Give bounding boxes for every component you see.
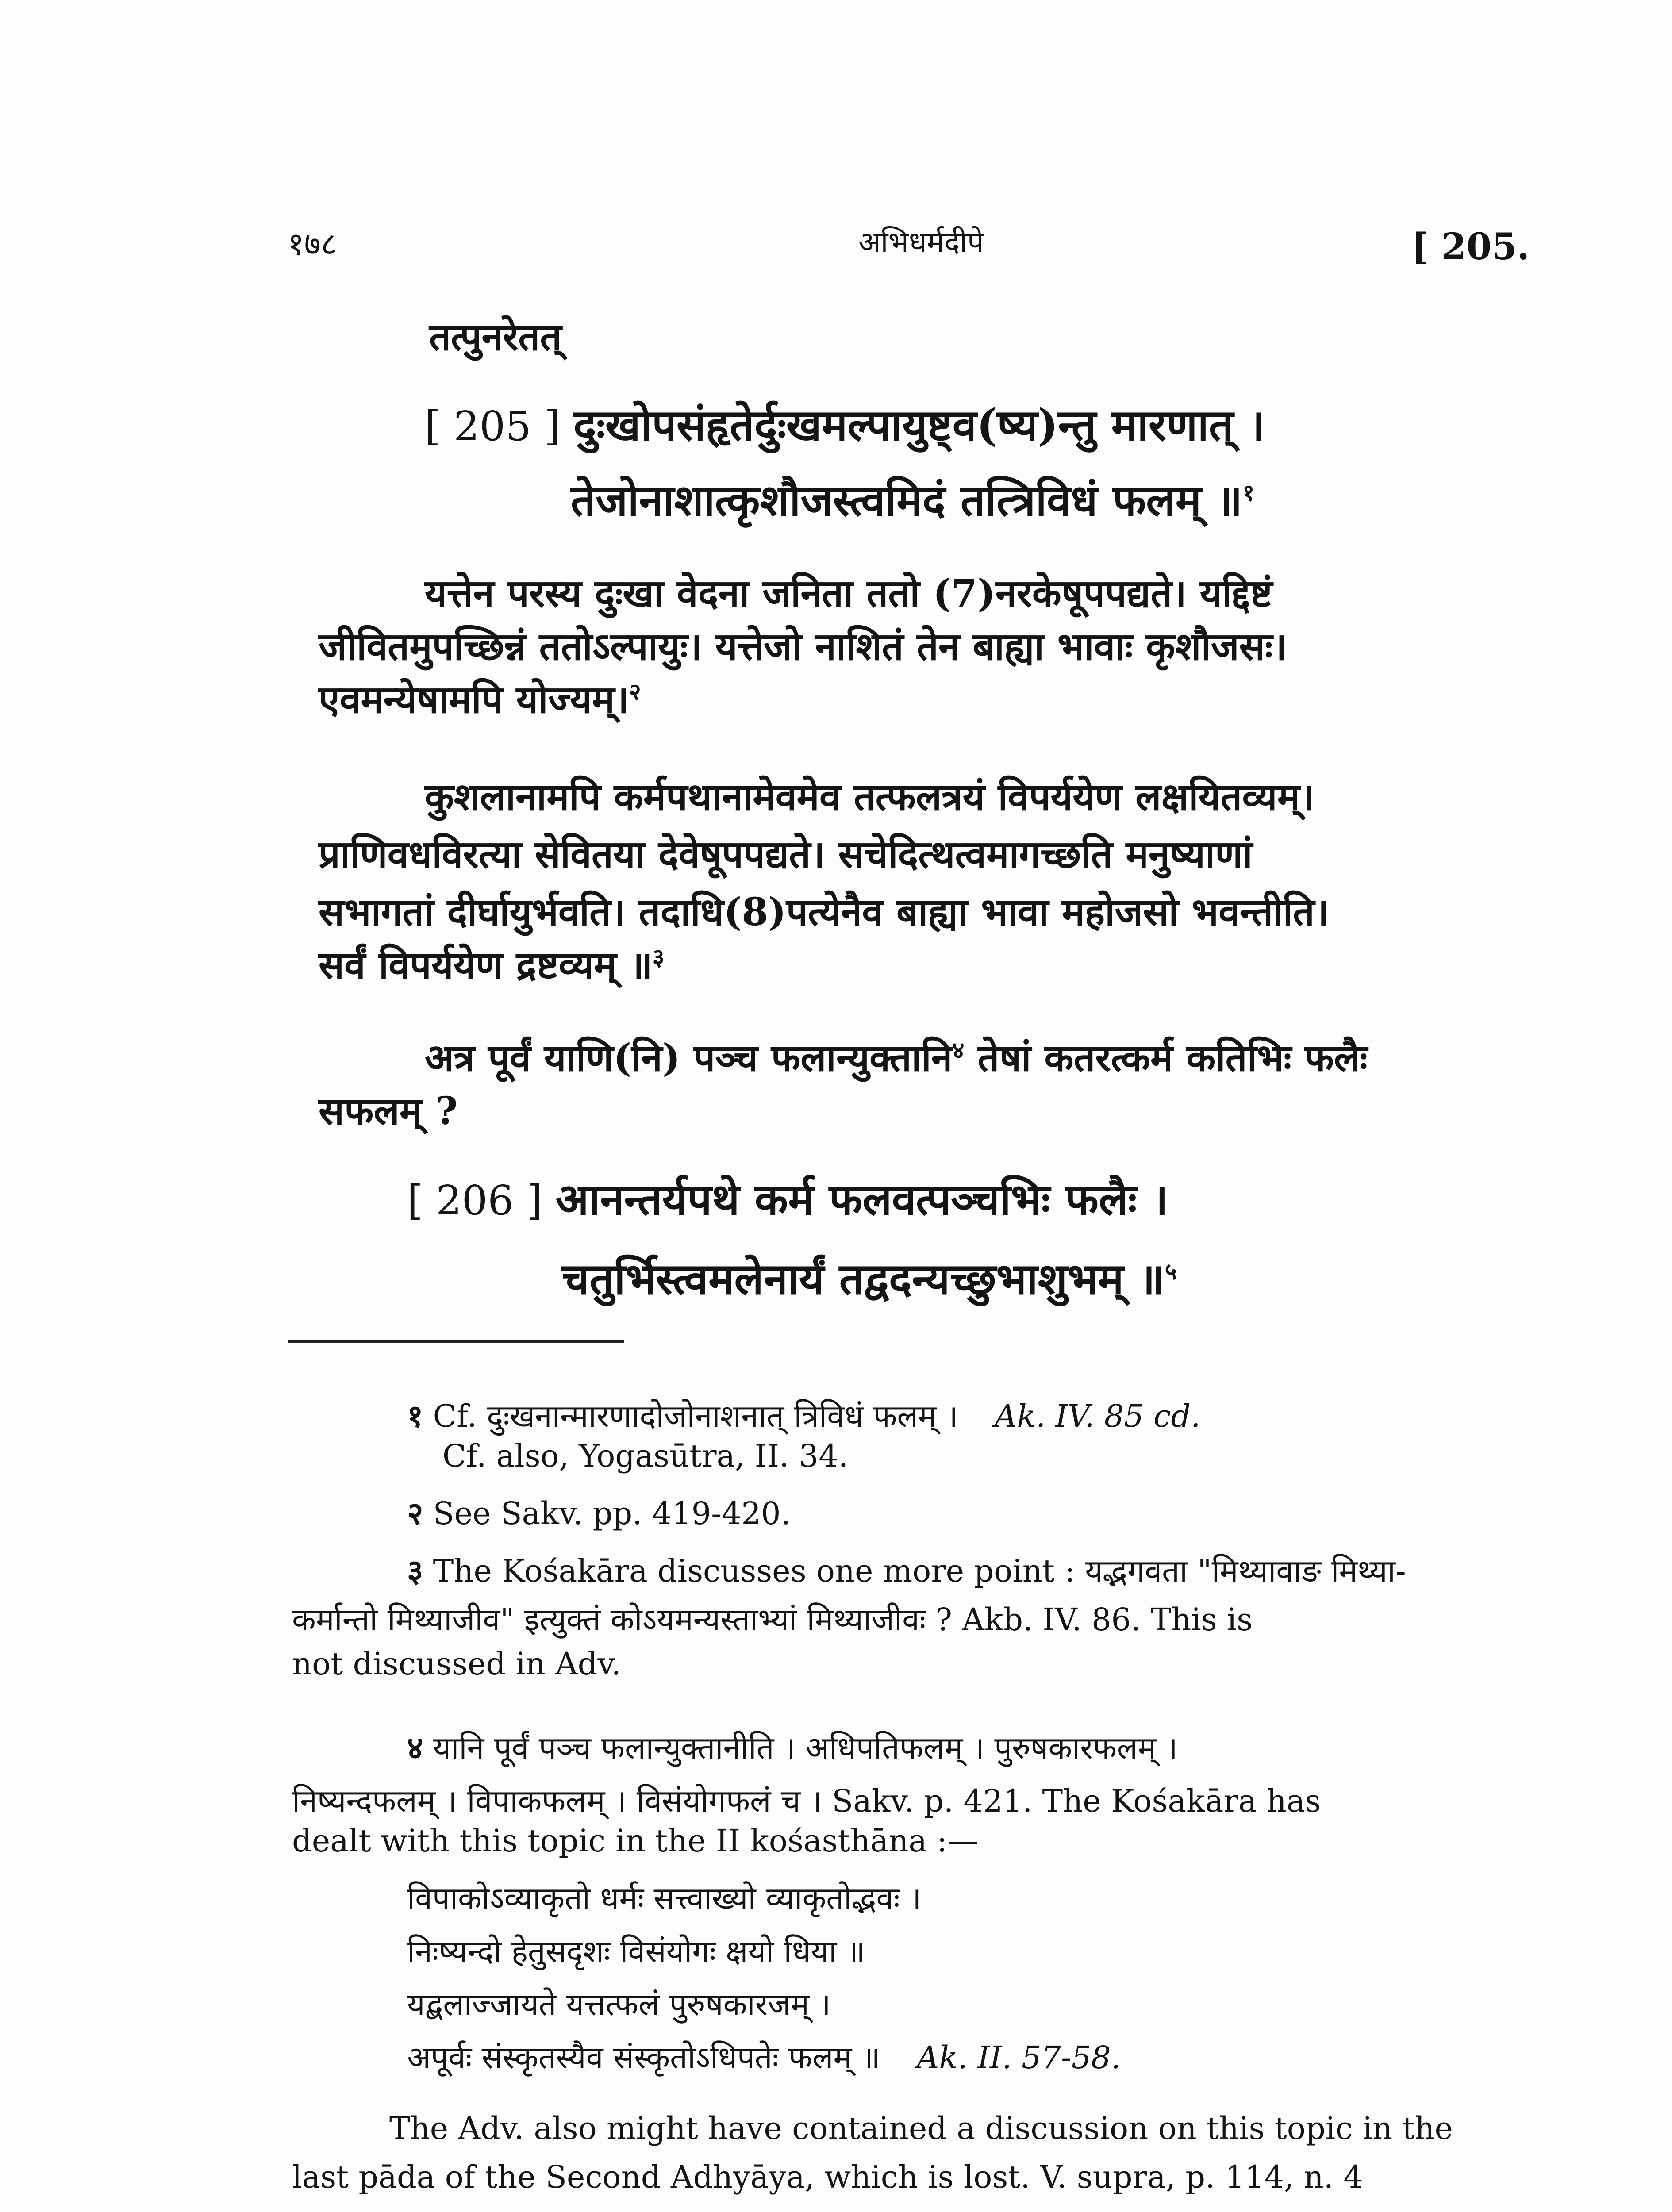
- footnote-4-verse-ref: Ak. II. 57-58.: [916, 2039, 1121, 2076]
- footnote-4-line-1: [407, 1725, 1178, 1768]
- para1-line-2: जीवितमुपच्छिन्नं ततोऽल्पायुः। यत्तेजो नाशितं तेन बाह्या भावाः कृशौजसः।: [319, 624, 1287, 669]
- footnote-4-verse-3: यद्बलाज्जायते यत्तत्फलं पुरुषकारजम् ।: [407, 1986, 831, 2023]
- verse-reference: [ 205.: [1411, 226, 1530, 268]
- running-title: अभिधर्मदीपे: [858, 225, 984, 259]
- footnote-1-line-1: [407, 1394, 1200, 1436]
- footnote-3-mark: ३: [407, 1552, 423, 1589]
- footnote-marker-2: २: [629, 678, 641, 706]
- verse-206-text-2: चतुर्भिस्त्वमलेनार्यं तद्वदन्यच्छुभाशुभम् ॥: [562, 1254, 1165, 1305]
- footnote-1-ref: Ak. IV. 85 cd.: [994, 1398, 1201, 1434]
- footnote-1-line-2: Cf. also, Yogasūtra, II. 34.: [442, 1438, 848, 1474]
- footnote-3-text-1: The Kośakāra discusses one more point : यद्भगवता "मिथ्यावाङ मिथ्या-: [433, 1553, 1406, 1589]
- verse-206-line-1: [407, 1168, 1168, 1227]
- footnote-3-line-1: [407, 1548, 1406, 1591]
- verse-205-text-2: तेजोनाशात्कृशौजस्त्वमिदं तत्त्रिविधं फलम् ॥: [571, 475, 1243, 526]
- para3-line-1: [425, 1031, 1368, 1083]
- intro-line: तत्पुनरेतत्: [429, 315, 562, 359]
- footnote-marker-4: ४: [952, 1037, 965, 1064]
- para2-line-4: [319, 938, 665, 990]
- footnote-rule: [288, 1340, 624, 1343]
- footnote-3-line-3: not discussed in Adv.: [292, 1646, 621, 1682]
- footnote-1-text: Cf. दुःखनान्मारणादोजोनाशनात् त्रिविधं फलम् ।: [433, 1398, 958, 1434]
- footnote-4-line-4: The Adv. also might have contained a discussion on this topic in the: [389, 2110, 1453, 2147]
- para3-text-1b: तेषां कतरत्कर्म कतिभिः फलैः: [977, 1036, 1368, 1080]
- para2-text-4: सर्वं विपर्ययेण द्रष्टव्यम् ॥: [319, 943, 653, 987]
- footnote-marker-1: १: [1242, 479, 1255, 507]
- footnote-marker-3: ३: [652, 944, 665, 971]
- para2-line-2: प्राणिवधविरत्या सेवितया देवेषूपपद्यते। सचेदित्थत्वमागच्छति मनुष्याणां: [319, 832, 1253, 877]
- footnote-1-mark: १: [407, 1398, 423, 1434]
- footnote-marker-5: ५: [1165, 1258, 1177, 1285]
- footnote-4-verse-4: [407, 2035, 1121, 2078]
- verse-206-text-1: आनन्तर्यपथे कर्म फलवत्पञ्चभिः फलैः ।: [555, 1174, 1168, 1225]
- para1-text-3: एवमन्येषामपि योज्यम्।: [319, 677, 629, 722]
- footnote-2-text: See Sakv. pp. 419-420.: [433, 1495, 791, 1532]
- page-number: १७८: [288, 225, 338, 262]
- verse-205-line-1: [425, 394, 1265, 453]
- footnote-4-mark: ४: [407, 1729, 423, 1766]
- footnote-2: [407, 1491, 791, 1533]
- para1-line-3: [319, 672, 641, 724]
- footnote-4-verse-4-text: अपूर्वः संस्कृतस्यैव संस्कृतोऽधिपतेः फलम् ॥: [407, 2039, 880, 2076]
- para2-line-1: कुशलानामपि कर्मपथानामेवमेव तत्फलत्रयं विपर्ययेण लक्षयितव्यम्।: [425, 775, 1315, 819]
- footnote-4-text-1: यानि पूर्वं पञ्च फलान्युक्तानीति । अधिपतिफलम् । पुरुषकारफलम् ।: [433, 1730, 1178, 1766]
- para3-line-2: सफलम् ?: [319, 1089, 458, 1133]
- para1-line-1: यत्तेन परस्य दुःखा वेदना जनिता ततो (7)नरकेषूपपद्यते। यद्दिष्टं: [425, 571, 1272, 616]
- verse-206-number: [ 206 ]: [407, 1177, 542, 1224]
- footnote-4-line-3: dealt with this topic in the II kośasthāna :—: [292, 1823, 979, 1859]
- verse-205-number: [ 205 ]: [425, 403, 560, 450]
- footnote-4-verse-2: निःष्यन्दो हेतुसदृशः विसंयोगः क्षयो धिया ॥: [407, 1933, 865, 1970]
- footnote-4-line-2: निष्यन्दफलम् । विपाकफलम् । विसंयोगफलं च । Sakv. p. 421. The Kośakāra has: [292, 1783, 1321, 1819]
- para3-text-1: अत्र पूर्वं याणि(नि) पञ्च फलान्युक्तानि: [425, 1036, 953, 1080]
- verse-206-line-2: [562, 1248, 1177, 1307]
- footnote-4-line-5: last pāda of the Second Adhyāya, which is lost. V. supra, p. 114, n. 4: [292, 2159, 1363, 2195]
- footnote-3-line-2: कर्मान्तो मिथ्याजीव" इत्युक्तं कोऽयमन्यस्ताभ्यां मिथ्याजीवः ? Akb. IV. 86. This is: [292, 1601, 1253, 1638]
- para2-line-3: सभागतां दीर्घायुर्भवति। तदाधि(8)पत्येनैव बाह्या भावा महोजसो भवन्तीति।: [319, 890, 1329, 934]
- footnote-2-mark: २: [407, 1495, 423, 1532]
- verse-205-line-2: [571, 469, 1254, 528]
- footnote-4-verse-1: विपाकोऽव्याकृतो धर्मः सत्त्वाख्यो व्याकृतोद्भवः ।: [407, 1880, 922, 1916]
- verse-205-text-1: दुःखोपसंहृतेर्दुःखमल्पायुष्ट्व(ष्य)न्तु मारणात् ।: [573, 400, 1265, 451]
